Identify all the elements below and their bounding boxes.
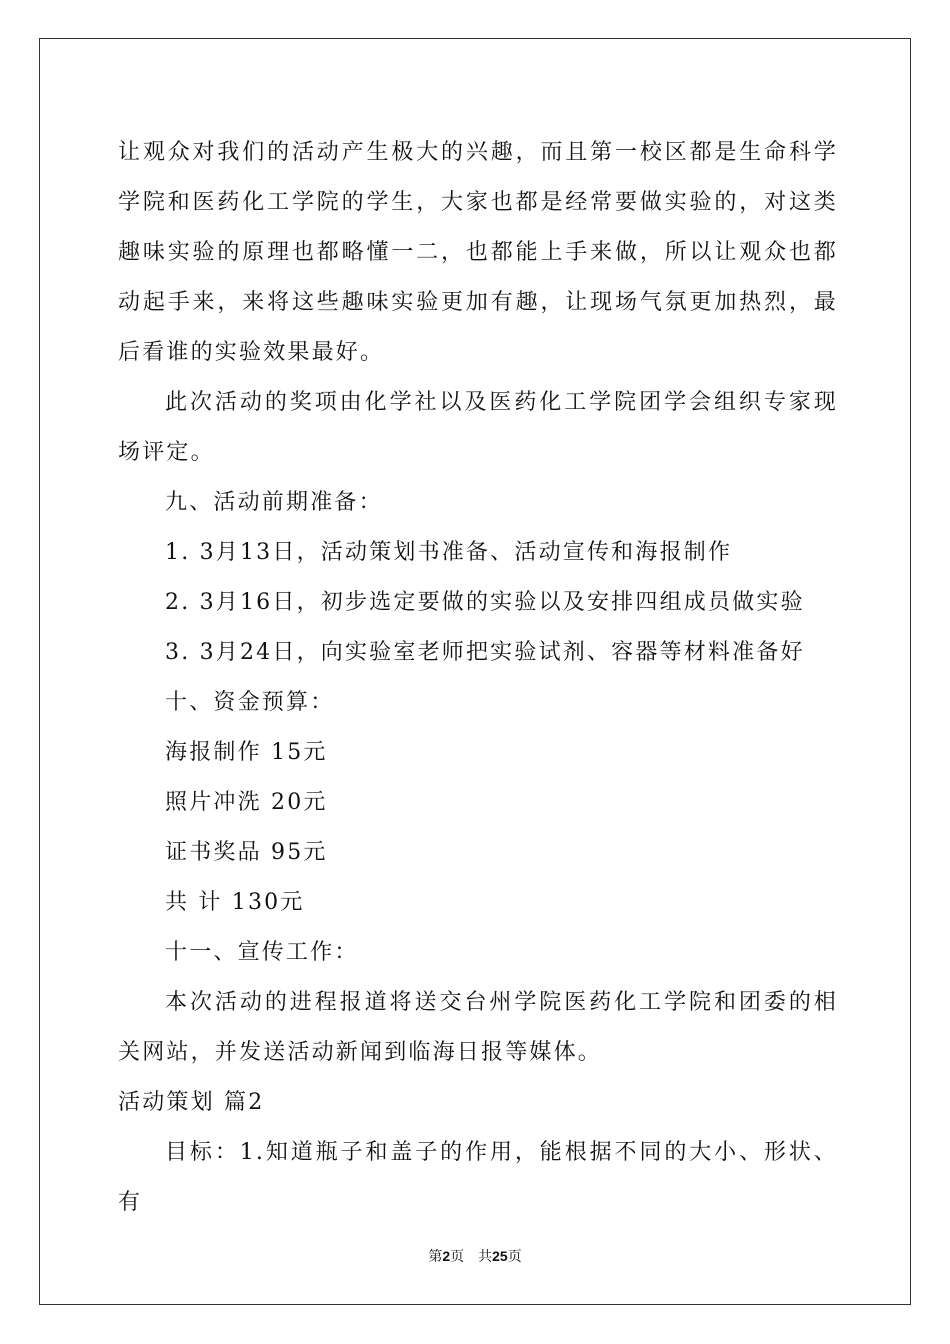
list-item: 共 计 130元 — [165, 890, 305, 915]
list-item: 2. 3月16日，初步选定要做的实验以及安排四组成员做实验 — [165, 590, 805, 615]
list-item: 1. 3月13日，活动策划书准备、活动宣传和海报制作 — [165, 540, 733, 565]
section-heading: 十、资金预算： — [165, 690, 335, 715]
paragraph: 让观众对我们的活动产生极大的兴趣，而且第一校区都是生命科学学院和医药化工学院的学生，大家也都是经常要做实验的，对这类趣味实验的原理也都略懂一二，也都能上手来做，所以让观众也都动起手来，来将这些趣味实验更加有趣，让现场气氛更加热烈，最后看谁的实验效果最好。 — [118, 140, 838, 365]
list-item: 海报制作 15元 — [165, 740, 328, 765]
footer-page-suffix: 页 — [507, 1249, 522, 1265]
footer-page-mid: 页 共 — [450, 1249, 493, 1265]
list-item: 证书奖品 95元 — [165, 840, 328, 865]
paragraph: 本次活动的进程报道将送交台州学院医药化工学院和团委的相关网站，并发送活动新闻到临海日报等媒体。 — [118, 990, 838, 1065]
page-footer — [0, 1246, 950, 1266]
footer-page-total: 25 — [492, 1248, 508, 1264]
section-heading: 十一、宣传工作： — [165, 940, 359, 965]
paragraph: 目标：1.知道瓶子和盖子的作用，能根据不同的大小、形状、有 — [118, 1140, 838, 1215]
list-item: 3. 3月24日，向实验室老师把实验试剂、容器等材料准备好 — [165, 640, 805, 665]
section-heading: 九、活动前期准备： — [165, 490, 383, 515]
document-body — [118, 128, 838, 1228]
list-item: 照片冲洗 20元 — [165, 790, 328, 815]
footer-page-prefix: 第 — [428, 1249, 443, 1265]
footer-page-number: 2 — [442, 1248, 451, 1264]
article-heading: 活动策划 篇2 — [118, 1090, 265, 1115]
paragraph: 此次活动的奖项由化学社以及医药化工学院团学会组织专家现场评定。 — [118, 390, 838, 465]
